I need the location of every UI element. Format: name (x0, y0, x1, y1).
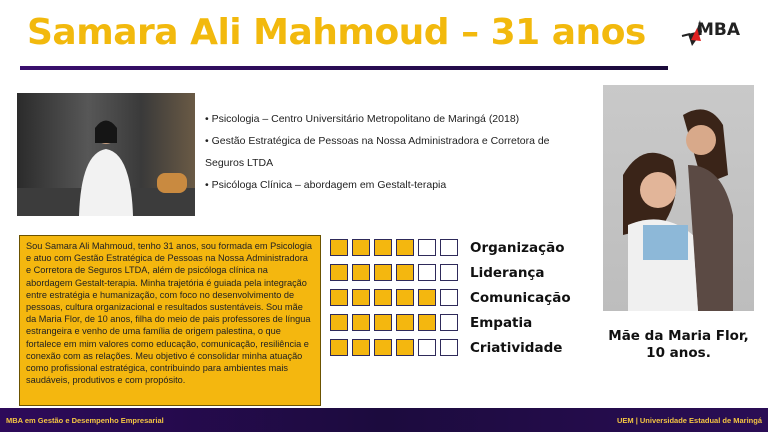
rating-box-filled (330, 339, 348, 356)
rating-box-empty (440, 339, 458, 356)
rating-box-filled (374, 314, 392, 331)
rating-box-filled (396, 289, 414, 306)
rating-box-empty (418, 239, 436, 256)
logo-text: MBA (697, 20, 741, 40)
education-list (205, 108, 555, 196)
rating-box-empty (440, 264, 458, 281)
skill-label: Comunicação (470, 289, 571, 306)
skill-row (330, 310, 571, 335)
page-title: Samara Ali Mahmoud – 31 anos (27, 12, 646, 53)
rating-box-empty (418, 264, 436, 281)
rating-box-filled (396, 239, 414, 256)
rating-box-filled (396, 314, 414, 331)
title-divider (20, 66, 668, 70)
rating-box-filled (418, 314, 436, 331)
education-item: • Psicologia – Centro Universitário Metropolitano de Maringá (2018) (205, 113, 520, 125)
rating-box-filled (374, 339, 392, 356)
profile-photo (17, 93, 195, 216)
skill-label: Organização (470, 239, 565, 256)
rating-box-filled (330, 289, 348, 306)
rating-box-empty (440, 289, 458, 306)
rating-box-empty (418, 339, 436, 356)
photo-caption (603, 328, 754, 362)
rating-box-filled (330, 314, 348, 331)
skill-label: Criatividade (470, 339, 563, 356)
footer-university: UEM | Universidade Estadual de Maringá (616, 415, 762, 425)
rating-box-filled (374, 289, 392, 306)
rating-box-filled (352, 289, 370, 306)
skill-row (330, 260, 571, 285)
rating-box-filled (374, 264, 392, 281)
skill-label: Liderança (470, 264, 545, 281)
rating-box-filled (418, 289, 436, 306)
rating-box-empty (440, 239, 458, 256)
rating-box-filled (396, 339, 414, 356)
caption-line: Mãe da Maria Flor, (608, 328, 749, 344)
footer-bar (0, 408, 768, 432)
rating-box-filled (352, 239, 370, 256)
rating-box-filled (352, 339, 370, 356)
rating-box-filled (330, 239, 348, 256)
family-photo (603, 85, 754, 311)
caption-line: 10 anos. (646, 345, 711, 361)
education-item: • Psicóloga Clínica – abordagem em Gestalt-terapia (205, 179, 447, 191)
footer-program: MBA em Gestão e Desempenho Empresarial (6, 415, 164, 425)
rating-box-filled (352, 264, 370, 281)
rating-box-filled (330, 264, 348, 281)
education-item: • Gestão Estratégica de Pessoas na Nossa Administradora e Corretora de Seguros LTDA (205, 135, 550, 169)
rating-box-filled (396, 264, 414, 281)
skill-label: Empatia (470, 314, 533, 331)
skill-row (330, 335, 571, 360)
skill-row (330, 235, 571, 260)
rating-box-empty (440, 314, 458, 331)
rating-box-filled (374, 239, 392, 256)
skill-row (330, 285, 571, 310)
skills-rating (330, 235, 571, 360)
bio-textbox: Sou Samara Ali Mahmoud, tenho 31 anos, sou formada em Psicologia e atuo com Gestão Estratégica de Pessoas na Nossa Administradora e Corretora de Seguros LTDA, além de psicóloga clínica na abordagem Gestalt-terapia. Minha trajetória é guiada pela integração entre estratégia e humanização, com foco no desenvolvimento de pessoas, cultura organizacional e resultados sustentáveis. Sou mãe da Maria Flor, de 10 anos, filha do meio de pais professores de língua estrangeira e venho de uma família de origem palestina, o que fortalece em mim valores como educação, comunicação, resiliência e conexão com as relações. Meu objetivo é consolidar minha atuação como profissional estratégica, contribuindo para ambientes mais saudáveis, produtivos e com propósito. (19, 235, 321, 406)
rating-box-filled (352, 314, 370, 331)
